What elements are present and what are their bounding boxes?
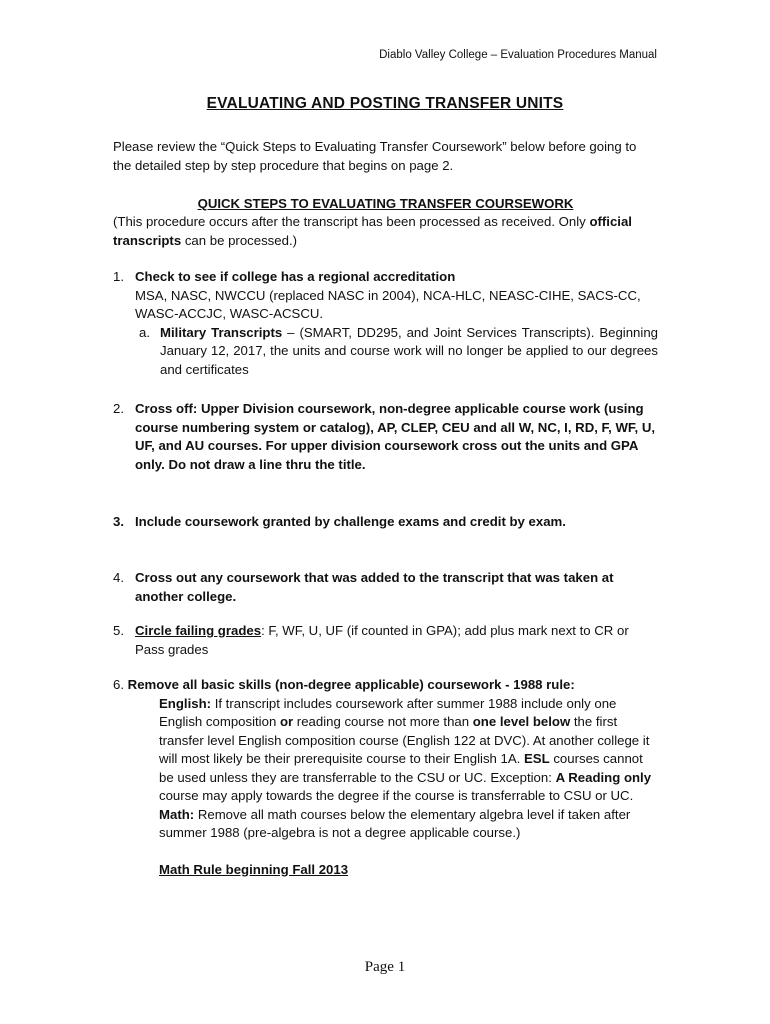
step-heading: Circle failing grades <box>135 623 262 638</box>
step-number: 1. <box>113 269 124 284</box>
math-text: Remove all math courses below the elementary algebra level if taken after summer 1988 (pre-algebra is not a degree applicable course.) <box>159 806 631 840</box>
step-number: 5. <box>113 623 124 638</box>
step-1 <box>113 268 658 379</box>
step-number: 6. <box>113 677 124 692</box>
subitem-text: – (SMART, DD295, and Joint Services Transcripts). Beginning January 12, 2017, the units and course work will no longer be applied to our degrees and certificates <box>160 324 658 377</box>
page-number: Page 1 <box>364 959 406 975</box>
quick-steps-note <box>113 213 658 250</box>
math-label: Math: <box>159 806 195 822</box>
english-text: courses cannot be used unless they are transferrable to the CSU or UC. Exception: <box>159 751 643 785</box>
english-text: the first transfer level English composition course (English 122 at DVC). At another college it will most likely be their prerequisite course to their English 1A. <box>159 714 650 766</box>
step-heading <box>113 676 658 695</box>
english-reading-only: A Reading only <box>555 769 652 785</box>
step-2 <box>113 400 658 474</box>
step-heading-text: Remove all basic skills (non-degree applicable) coursework - 1988 rule: <box>127 677 575 692</box>
running-header: Diablo Valley College – Evaluation Procedures Manual <box>379 49 657 61</box>
english-label: English: <box>159 695 212 711</box>
english-text: If transcript includes coursework after summer 1988 include only one English composition <box>159 695 617 729</box>
step-text: Include coursework granted by challenge exams and credit by exam. <box>135 514 566 529</box>
english-text: reading course not more than <box>293 714 473 729</box>
quick-steps-title: QUICK STEPS TO EVALUATING TRANSFER COURSEWORK <box>197 196 574 211</box>
step-4 <box>113 569 658 606</box>
page-title: EVALUATING AND POSTING TRANSFER UNITS <box>206 95 564 112</box>
math-rule <box>159 806 658 843</box>
english-esl: ESL <box>524 751 550 766</box>
step-number: 2. <box>113 401 124 416</box>
english-rule <box>159 695 658 806</box>
step-text-rest: : F, WF, U, UF (if counted in GPA); add plus mark next to CR or Pass grades <box>135 623 629 657</box>
step-number: 3. <box>113 514 124 529</box>
step-5 <box>113 622 658 659</box>
note-bold-text: official transcripts <box>113 214 632 248</box>
note-text: (This procedure occurs after the transcript has been processed as received. Only <box>113 214 590 229</box>
step-heading: Check to see if college has a regional accreditation <box>135 269 456 284</box>
step-number: 4. <box>113 570 124 585</box>
step-text: Cross off: Upper Division coursework, non-degree applicable course work (using course numbering system or catalog), AP, CLEP, CEU and all W, NC, I, RD, F, WF, U, UF, and AU courses. For upper division coursework cross out the units and GPA only. Do not draw a line thru the title. <box>135 401 656 472</box>
note-text-end: can be processed.) <box>181 232 297 248</box>
english-one-level: one level below <box>472 714 571 729</box>
step-1-subitem-a <box>113 324 658 380</box>
subitem-bold: Military Transcripts <box>160 324 283 340</box>
step-text: Cross out any coursework that was added to the transcript that was taken at another college. <box>135 570 614 604</box>
english-or: or <box>279 714 294 729</box>
step-3 <box>113 513 658 532</box>
step-text <box>135 622 658 659</box>
step-text: MSA, NASC, NWCCU (replaced NASC in 2004), NCA-HLC, NEASC-CIHE, SACS-CC, WASC-ACCJC, WASC-ACSCU. <box>135 287 641 321</box>
intro-paragraph: Please review the “Quick Steps to Evaluating Transfer Coursework” below before going to the detailed step by step procedure that begins on page 2. <box>113 139 637 173</box>
english-text: course may apply towards the degree if the course is transferrable to CSU or UC. <box>159 788 634 803</box>
step-6 <box>113 676 658 879</box>
subitem-label: a. <box>139 324 150 340</box>
math-rule-heading: Math Rule beginning Fall 2013 <box>159 861 349 877</box>
